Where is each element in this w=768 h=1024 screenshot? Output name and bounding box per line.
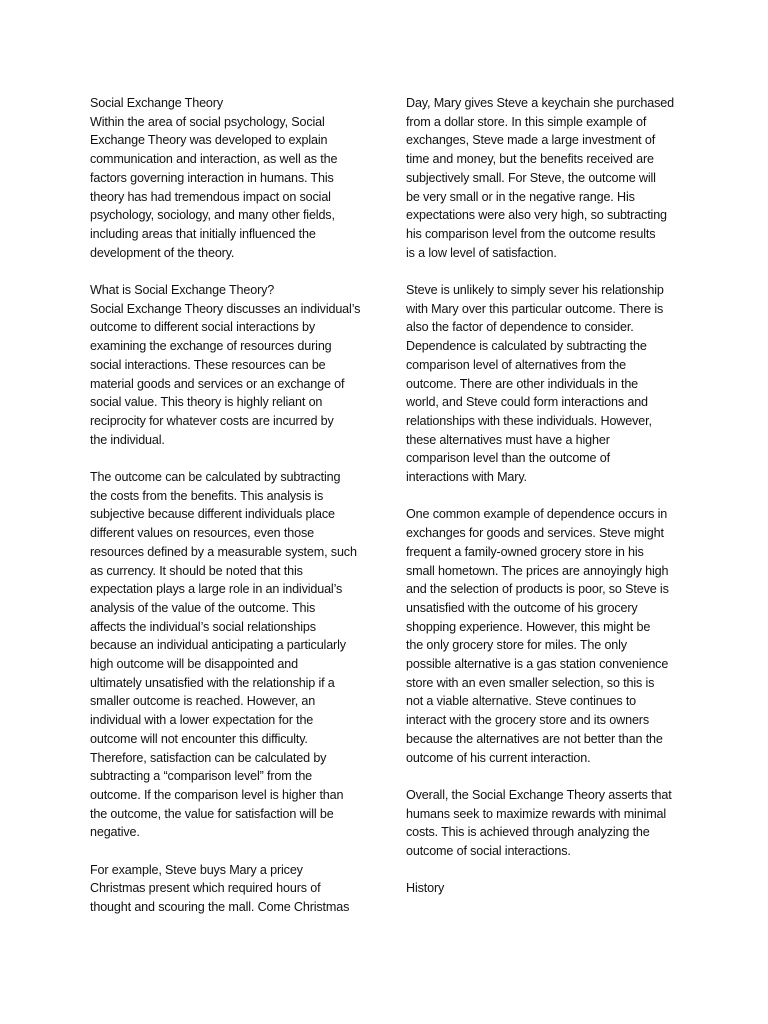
document-title: Social Exchange Theory bbox=[90, 96, 223, 110]
example-paragraph-start: For example, Steve buys Mary a pricey Christmas present which required hours of thought and scouring the mall. Come Christmas bbox=[90, 862, 350, 915]
example-paragraph-continued: Day, Mary gives Steve a keychain she purchased from a dollar store. In this simple example of exchanges, Steve made a large investment of time and money, but the benefits received are subjectively small. For Steve, the outcome will be very small or in the negative range. His expectations were also very high, so subtracting his comparison level from the outcome results is a low level of satisfaction. bbox=[406, 96, 674, 260]
dependence-paragraph: Steve is unlikely to simply sever his relationship with Mary over this particular outcome. There is also the factor of dependence to consider. Dependence is calculated by subtracting the comparison level of alternatives from the outcome. There are other individuals in the world, and Steve could form interactions and relationships with these individuals. However, these alternatives must have a higher comparison level than the outcome of interactions with Mary. bbox=[406, 283, 664, 485]
outcome-paragraph: The outcome can be calculated by subtracting the costs from the benefits. This analysis is subjective because different individuals place different values on resources, even those resources defined by a measurable system, such as currency. It should be noted that this expectation plays a large role in an individual’s analysis of the value of the outcome. This affects the individual’s social relationships because an individual anticipating a particularly high outcome will be disappointed and ultimately unsatisfied with the relationship if a smaller outcome is reached. However, an individual with a lower expectation for the outcome will not encounter this difficulty. Therefore, satisfaction can be calculated by subtracting a “comparison level” from the outcome. If the comparison level is higher than the outcome, the value for satisfaction will be negative. bbox=[90, 470, 357, 840]
section-heading-what-is: What is Social Exchange Theory? bbox=[90, 283, 275, 298]
right-column bbox=[406, 94, 688, 898]
definition-paragraph: Social Exchange Theory discusses an individual’s outcome to different social interactions by examining the exchange of resources during social interactions. These resources can be material goods and services or an exchange of social value. This theory is highly reliant on reciprocity for whatever costs are incurred by the individual. bbox=[90, 301, 361, 447]
grocery-example-paragraph: One common example of dependence occurs in exchanges for goods and services. Steve might frequent a family-owned grocery store in his small hometown. The prices are annoyingly high and the selection of products is poor, so Steve is unsatisfied with the outcome of his grocery shopping experience. However, this might be the only grocery store for miles. The only possible alternative is a gas station convenience store with an even smaller selection, so this is not a viable alternative. Steve continues to interact with the grocery store and its owners because the alternatives are not better than the outcome of his current interaction. bbox=[406, 507, 669, 765]
intro-paragraph: Within the area of social psychology, Social Exchange Theory was developed to explain communication and interaction, as well as the factors governing interaction in humans. This theory has had tremendous impact on social psychology, sociology, and many other fields, including areas that initially influenced the development of the theory. bbox=[90, 114, 338, 260]
summary-paragraph: Overall, the Social Exchange Theory asserts that humans seek to maximize rewards with minimal costs. This is achieved through analyzing the outcome of social interactions. bbox=[406, 787, 672, 859]
left-column bbox=[90, 94, 372, 936]
section-heading-history: History bbox=[406, 881, 445, 896]
